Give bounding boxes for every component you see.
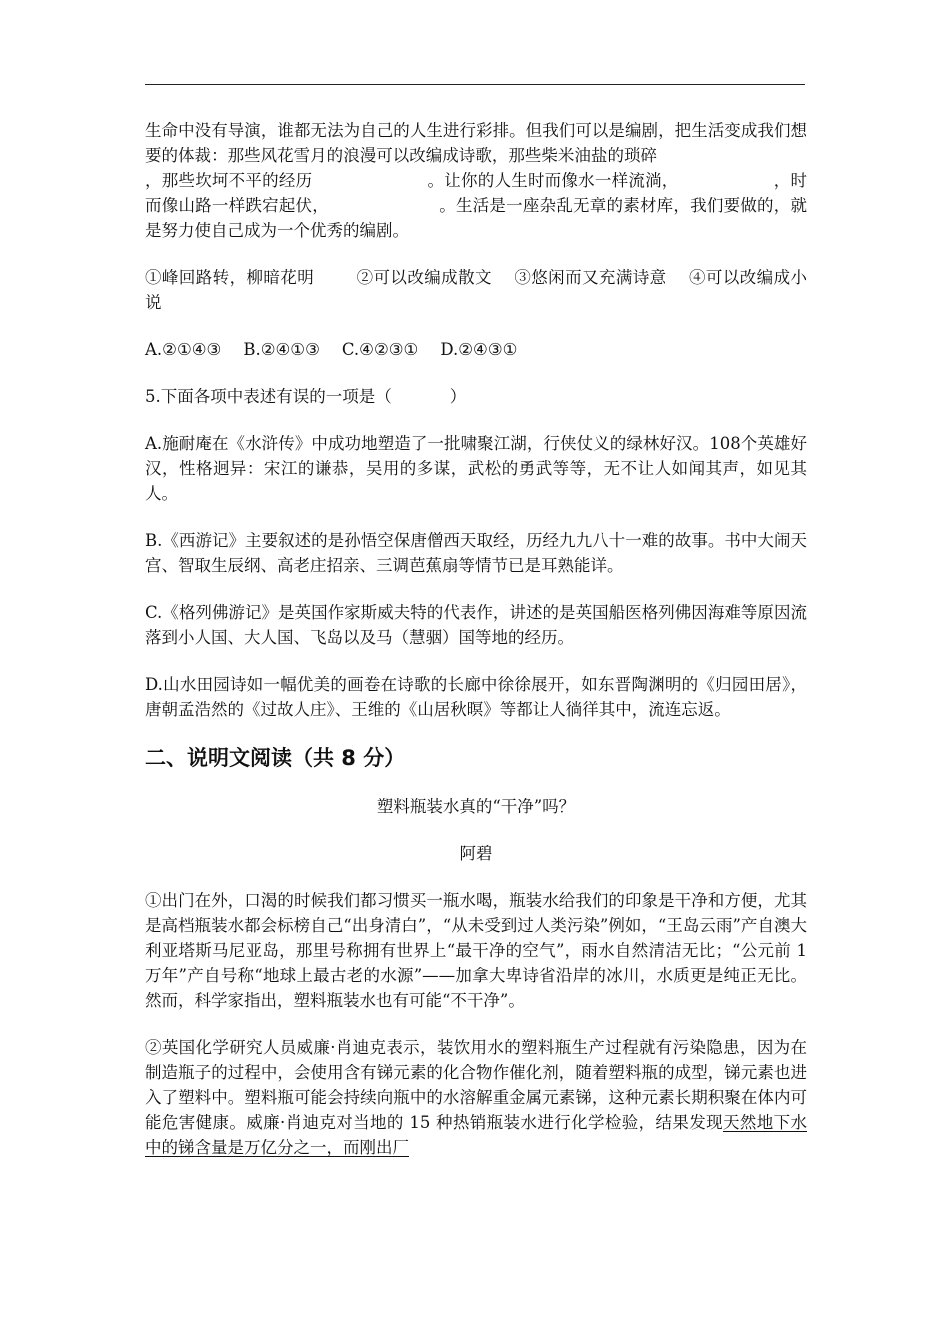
answer-c: C.④②③① [341,340,419,359]
option-1: ①峰回路转，柳暗花明 [145,268,315,287]
answer-b: B.②④①③ [243,340,320,359]
q4-answers [145,337,807,362]
paragraph-2-underlined: 天然地下水中的锑含量是万亿分之一，而刚出厂 [145,1113,807,1157]
q5-option-a: A.施耐庵在《水浒传》中成功地塑造了一批啸聚江湖，行侠仗义的绿林好汉。108个英雄好汉，性格迥异：宋江的谦恭，吴用的多谋，武松的勇武等等，无不让人如闻其声，如见其人。 [145,434,807,503]
q5-stem [145,384,807,409]
header-rule [145,84,805,85]
document-body [145,118,807,1182]
q4-options [145,265,807,315]
section-heading: 二、说明文阅读（共 8 分） [145,746,406,770]
article-paragraph-2 [145,1035,807,1160]
article-paragraph-1: ①出门在外，口渴的时候我们都习惯买一瓶水喝，瓶装水给我们的印象是干净和方便，尤其是高档瓶装水都会标榜自己“出身清白”，“从未受到过人类污染”例如，“王岛云雨”产自澳大利亚塔斯马尼亚岛，那里号称拥有世界上“最干净的空气”，雨水自然清洁无比；“公元前 1 万年”产自号称“地球上最古老的水源”——加拿大卑诗省沿岸的冰川，水质更是纯正无比。然而，科学家指出，塑料瓶装水也有可能“不干净”。 [145,891,807,1010]
q4-passage-part-3: 。让你的人生时而像水一样流淌， [427,171,679,190]
option-2: ②可以改编成散文 [356,268,492,287]
option-4: ④可以改编成小说 [145,268,808,312]
option-3: ③悠闲而又充满诗意 [513,268,667,287]
q5-option-b: B.《西游记》主要叙述的是孙悟空保唐僧西天取经，历经九九八十一难的故事。书中大闹天宫、智取生辰纲、高老庄招亲、三调芭蕉扇等情节已是耳熟能详。 [145,531,807,575]
q5-option-c: C.《格列佛游记》是英国作家斯威夫特的代表作，讲述的是英国船医格列佛因海难等原因流落到小人国、大人国、飞岛以及马（慧骃）国等地的经历。 [145,603,807,647]
q4-passage-part-5: 。生活是一座杂乱无章的素材库，我们要做的，就是努力使自己成为一个优秀的编剧。 [145,196,808,240]
article-author: 阿碧 [459,844,493,863]
q4-passage [145,118,807,243]
paragraph-2-text: ②英国化学研究人员威廉·肖迪克表示，装饮用水的塑料瓶生产过程就有污染隐患，因为在制造瓶子的过程中，会使用含有锑元素的化合物作催化剂，随着塑料瓶的成型，锑元素也进入了塑料中。塑料瓶可能会持续向瓶中的水溶解重金属元素锑，这种元素长期积聚在体内可能危害健康。威廉·肖迪克对当地的 15 种热销瓶装水进行化学检验，结果发现 [145,1038,807,1132]
answer-d: D.②④③① [440,340,518,359]
q5-stem-close: ） [449,387,467,406]
q5-option-d: D.山水田园诗如一幅优美的画卷在诗歌的长廊中徐徐展开，如东晋陶渊明的《归园田居》，唐朝孟浩然的《过故人庄》、王维的《山居秋暝》等都让人徜徉其中，流连忘返。 [145,675,807,719]
article-title: 塑料瓶装水真的“干净”吗？ [376,797,576,816]
q4-passage-part-2: ，那些坎坷不平的经历 [145,171,313,190]
answer-a: A.②①④③ [145,340,222,359]
q4-passage-part-4: ，时而像山路一样跌宕起伏， [145,171,808,215]
q4-passage-part-1: 生命中没有导演，谁都无法为自己的人生进行彩排。但我们可以是编剧，把生活变成我们想要的体裁：那些风花雪月的浪漫可以改编成诗歌，那些柴米油盐的琐碎 [145,121,807,165]
q5-stem-text: 5.下面各项中表述有误的一项是（ [145,387,392,406]
